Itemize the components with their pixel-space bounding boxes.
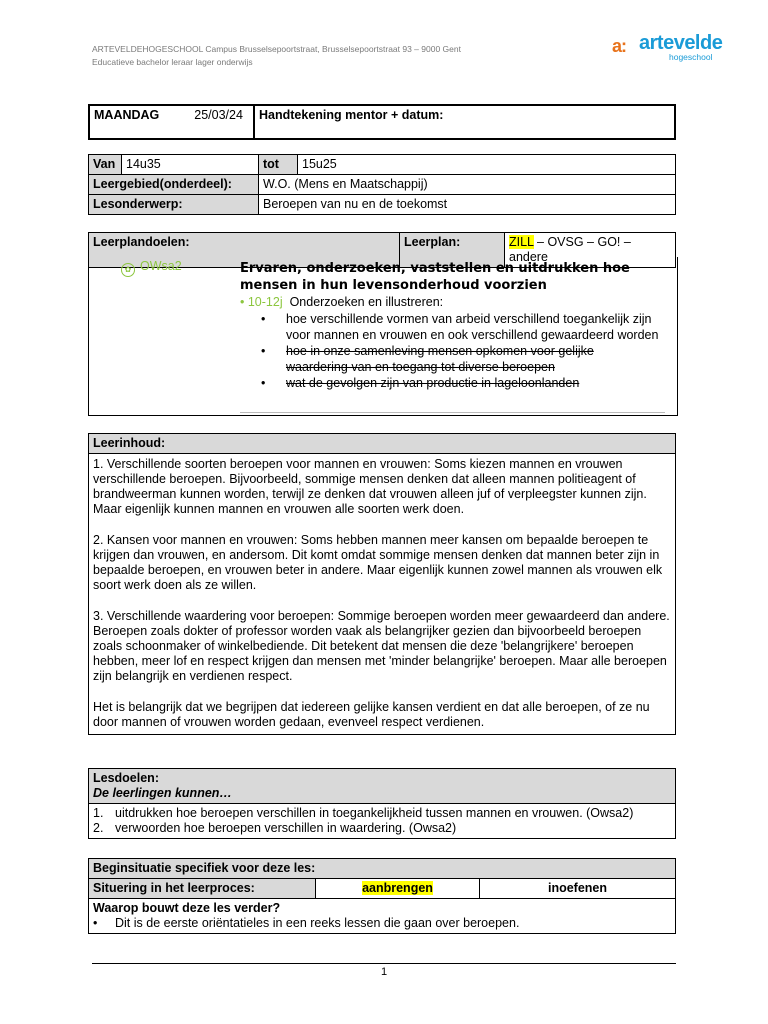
leerinhoud-paragraph: 1. Verschillende soorten beroepen voor mannen en vrouwen: Soms kiezen mannen en vrouwen verschillende beroepen. Bijvoorbeeld, sommige mensen denken dat alleen mannen politieagent of brandweerman kunnen worden, terwijl ze denken dat vrouwen alleen juf of verpleegster kunnen zijn. Maar eigenlijk kunnen mannen en vrouwen alle soorten werk doen. [93, 457, 647, 516]
lesonderwerp-label: Lesonderwerp: [89, 195, 259, 215]
leerplan-others: – OVSG – GO! – andere [509, 235, 631, 264]
van-value[interactable]: 14u35 [122, 155, 259, 175]
day-signature-table [88, 104, 676, 140]
bouwt-verder-item: • Dit is de eerste oriëntatieles in een reeks lessen die gaan over beroepen. [93, 916, 520, 930]
logo-sub: hogeschool [669, 52, 713, 62]
tot-label: tot [259, 155, 298, 175]
option-aanbrengen-text: aanbrengen [362, 881, 433, 895]
bouwt-verder-label: Waarop bouwt deze les verder? [93, 901, 281, 915]
lesdoelen-header [89, 769, 676, 804]
zill-goal-item-struck: • hoe in onze samenleving mensen opkomen voor gelijke waardering van en toegang tot diverse beroepen [259, 343, 659, 375]
leerplan-label: Leerplan: [400, 233, 505, 268]
lesdoel-text: verwoorden hoe beroepen verschillen in waardering. (Owsa2) [115, 821, 457, 835]
zill-goal-item: • hoe verschillende vormen van arbeid verschillend toegankelijk zijn voor mannen en vrouwen en ook verschillend gewaardeerd worden [259, 311, 659, 343]
program-name: Educatieve bachelor leraar lager onderwijs [92, 57, 253, 67]
leerinhoud-paragraph: 2. Kansen voor mannen en vrouwen: Soms hebben mannen meer kansen om bepaalde beroepen te krijgen dan vrouwen, en andersom. Dit komt omdat sommige mensen denken dat mannen beter zijn in bepaalde beroepen, en vrouwen beter in andere. Maar eigenlijk kunnen zowel mannen als vrouwen elk soort werk doen als ze willen. [93, 533, 663, 592]
lesdoelen-label: Lesdoelen: [93, 771, 159, 785]
option-aanbrengen[interactable] [316, 879, 480, 899]
lesdoelen-table [88, 768, 676, 839]
lesdoelen-sublabel: De leerlingen kunnen… [93, 786, 232, 800]
lesdoel-item [93, 821, 671, 836]
footer-line [92, 963, 676, 964]
lesdoel-item [93, 806, 671, 821]
artevelde-logo [612, 30, 732, 64]
zill-goal-title: Ervaren, onderzoeken, vaststellen en uitdrukken hoe mensen in hun levensonderhoud voorzien [240, 261, 630, 293]
lesdoelen-list[interactable] [89, 804, 676, 839]
situering-label: Situering in het leerproces: [89, 879, 316, 899]
lesdoel-num: 2. [93, 821, 104, 835]
leerinhoud-content[interactable] [89, 454, 676, 735]
leerinhoud-paragraph: 3. Verschillende waardering voor beroepen: Sommige beroepen worden meer gewaardeerd dan andere. Beroepen zoals dokter of professor worden vaak als belangrijker gezien dan bijvoorbeeld beroepen zoals schoonmaker of winkelbediende. Dit betekent dat mensen die deze 'belangrijkere' beroepen hebben, meer lof en respect krijgen dan mensen met 'minder belangrijke' beroepen. Maar alle beroepen zijn belangrijk en verdienen respect. [93, 609, 670, 683]
beginsituatie-table [88, 858, 676, 934]
leerinhoud-label: Leerinhoud: [89, 434, 676, 454]
leerinhoud-paragraph: Het is belangrijk dat we begrijpen dat iedereen gelijke kansen verdient en dat alle beroepen, of ze nu door mannen of vrouwen worden gedaan, evenveel respect verdienen. [93, 700, 650, 729]
zill-subgoal-text: Onderzoeken en illustreren: [289, 295, 444, 309]
zill-goal-list [259, 311, 659, 391]
date-value: 25/03/24 [194, 108, 243, 122]
bouwt-verder-text: Dit is de eerste oriëntatieles in een reeks lessen die gaan over beroepen. [115, 916, 520, 930]
leergebied-value[interactable]: W.O. (Mens en Maatschappij) [259, 175, 676, 195]
leergebied-label: Leergebied(onderdeel): [89, 175, 259, 195]
leerplandoelen-label: Leerplandoelen: [89, 233, 400, 268]
page-number: 1 [380, 966, 388, 978]
tot-value[interactable]: 15u25 [298, 155, 676, 175]
school-address: ARTEVELDEHOGESCHOOL Campus Brusselsepoortstraat, Brusselsepoortstraat 93 – 9000 Gent [92, 44, 461, 54]
divider [240, 412, 665, 413]
option-inoefenen[interactable]: inoefenen [480, 879, 676, 899]
zill-code [121, 259, 182, 277]
day-label: MAANDAG [94, 108, 160, 122]
beginsituatie-label: Beginsituatie specifiek voor deze les: [89, 859, 676, 879]
school-header [92, 43, 461, 69]
zill-subgoal-code: 10-12j [247, 295, 283, 309]
lesdoel-num: 1. [93, 806, 104, 820]
lesdoel-text: uitdrukken hoe beroepen verschillen in toegankelijkheid tussen mannen en vrouwen. (Owsa2) [115, 806, 634, 820]
leerinhoud-table [88, 433, 676, 735]
lesonderwerp-value[interactable]: Beroepen van nu en de toekomst [259, 195, 676, 215]
zill-code-text: OWsa2 [140, 259, 182, 273]
lesson-info-table [88, 154, 676, 215]
zill-subgoal: • 10-12j Onderzoeken en illustreren: [240, 295, 444, 309]
zill-leaf-icon: ✿ [121, 263, 135, 277]
mentor-signature-field[interactable]: Handtekening mentor + datum: [254, 105, 675, 139]
van-label: Van [89, 155, 122, 175]
logo-mark: a: [612, 36, 627, 56]
bouwt-verder-cell[interactable] [89, 899, 676, 934]
day-date-cell [89, 105, 254, 139]
logo-word: artevelde [639, 32, 723, 54]
leerplan-zill: ZILL [509, 235, 534, 249]
zill-goal-box [88, 257, 678, 416]
zill-goal-item-struck: • wat de gevolgen zijn van productie in lageloonlanden [259, 375, 659, 391]
